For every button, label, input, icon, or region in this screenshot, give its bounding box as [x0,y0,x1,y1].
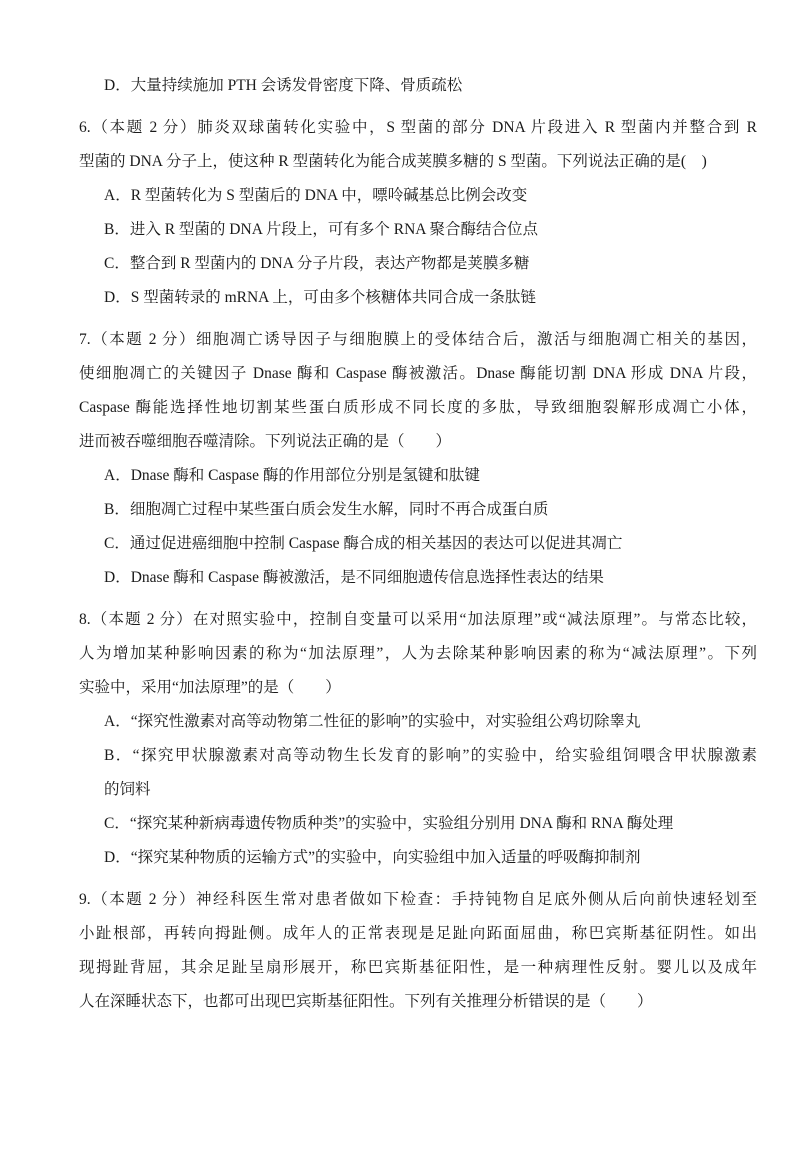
answer-option [104,561,757,595]
answer-option [104,247,757,281]
question-stem [79,883,757,1019]
answer-option [104,281,757,315]
text-line: 型菌的 DNA 分子上，使这种 R 型菌转化为能合成荚膜多糖的 S 型菌。下列说法正确的是( ) [79,153,707,170]
text-line: 8.（本题 2 分）在对照实验中，控制自变量可以采用“加法原理”或“减法原理”。与常态比较， [79,611,757,628]
text-line: D．“探究某种物质的运输方式”的实验中，向实验组中加入适量的呼吸酶抑制剂 [104,849,641,866]
document-body [79,69,757,1019]
text-line: B．“探究甲状腺激素对高等动物生长发育的影响”的实验中，给实验组饲喂含甲状腺激素 [104,747,757,764]
answer-option [104,705,757,739]
text-line: 9.（本题 2 分）神经科医生常对患者做如下检查：手持钝物自足底外侧从后向前快速轻划至 [79,891,757,908]
text-line: D．Dnase 酶和 Caspase 酶被激活，是不同细胞遗传信息选择性表达的结果 [104,569,604,586]
text-line: 的饲料 [104,781,151,798]
text-line: 小趾根部，再转向拇趾侧。成年人的正常表现是足趾向跖面屈曲，称巴宾斯基征阴性。如出 [79,925,757,942]
text-line: C．“探究某种新病毒遗传物质种类”的实验中，实验组分别用 DNA 酶和 RNA 酶处理 [104,815,674,832]
answer-option [104,69,757,103]
text-line: 现拇趾背屈，其余足趾呈扇形展开，称巴宾斯基征阳性，是一种病理性反射。婴儿以及成年 [79,959,757,976]
text-line: D．大量持续施加 PTH 会诱发骨密度下降、骨质疏松 [104,77,463,94]
text-line: 人为增加某种影响因素的称为“加法原理”，人为去除某种影响因素的称为“减法原理”。下列 [79,645,757,662]
answer-option [104,739,757,807]
text-line: B．进入 R 型菌的 DNA 片段上，可有多个 RNA 聚合酶结合位点 [104,221,539,238]
text-line: 使细胞凋亡的关键因子 Dnase 酶和 Caspase 酶被激活。Dnase 酶能切割 DNA 形成 DNA 片段， [79,365,757,382]
text-line: B．细胞凋亡过程中某些蛋白质会发生水解，同时不再合成蛋白质 [104,501,549,518]
question-stem [79,603,757,705]
answer-option [104,459,757,493]
text-line: C．整合到 R 型菌内的 DNA 分子片段，表达产物都是荚膜多糖 [104,255,530,272]
text-line: A．R 型菌转化为 S 型菌后的 DNA 中，嘌呤碱基总比例会改变 [104,187,528,204]
answer-option [104,213,757,247]
text-line: A．“探究性激素对高等动物第二性征的影响”的实验中，对实验组公鸡切除睾丸 [104,713,641,730]
text-line: 7.（本题 2 分）细胞凋亡诱导因子与细胞膜上的受体结合后，激活与细胞凋亡相关的基因， [79,331,757,348]
text-line: 人在深睡状态下，也都可出现巴宾斯基征阳性。下列有关推理分析错误的是（ ） [79,993,653,1010]
question-stem [79,111,757,179]
text-line: 进而被吞噬细胞吞噬清除。下列说法正确的是（ ） [79,433,452,450]
question-stem [79,323,757,459]
text-line: Caspase 酶能选择性地切割某些蛋白质形成不同长度的多肽，导致细胞裂解形成凋亡小体， [79,399,757,416]
text-line: D．S 型菌转录的 mRNA 上，可由多个核糖体共同合成一条肽链 [104,289,536,306]
text-line: 6.（本题 2 分）肺炎双球菌转化实验中，S 型菌的部分 DNA 片段进入 R 型菌内并整合到 R [79,119,757,136]
answer-option [104,841,757,875]
answer-option [104,179,757,213]
answer-option [104,527,757,561]
text-line: C．通过促进癌细胞中控制 Caspase 酶合成的相关基因的表达可以促进其凋亡 [104,535,623,552]
answer-option [104,493,757,527]
answer-option [104,807,757,841]
text-line: A．Dnase 酶和 Caspase 酶的作用部位分别是氢键和肽键 [104,467,480,484]
text-line: 实验中，采用“加法原理”的是（ ） [79,679,341,696]
